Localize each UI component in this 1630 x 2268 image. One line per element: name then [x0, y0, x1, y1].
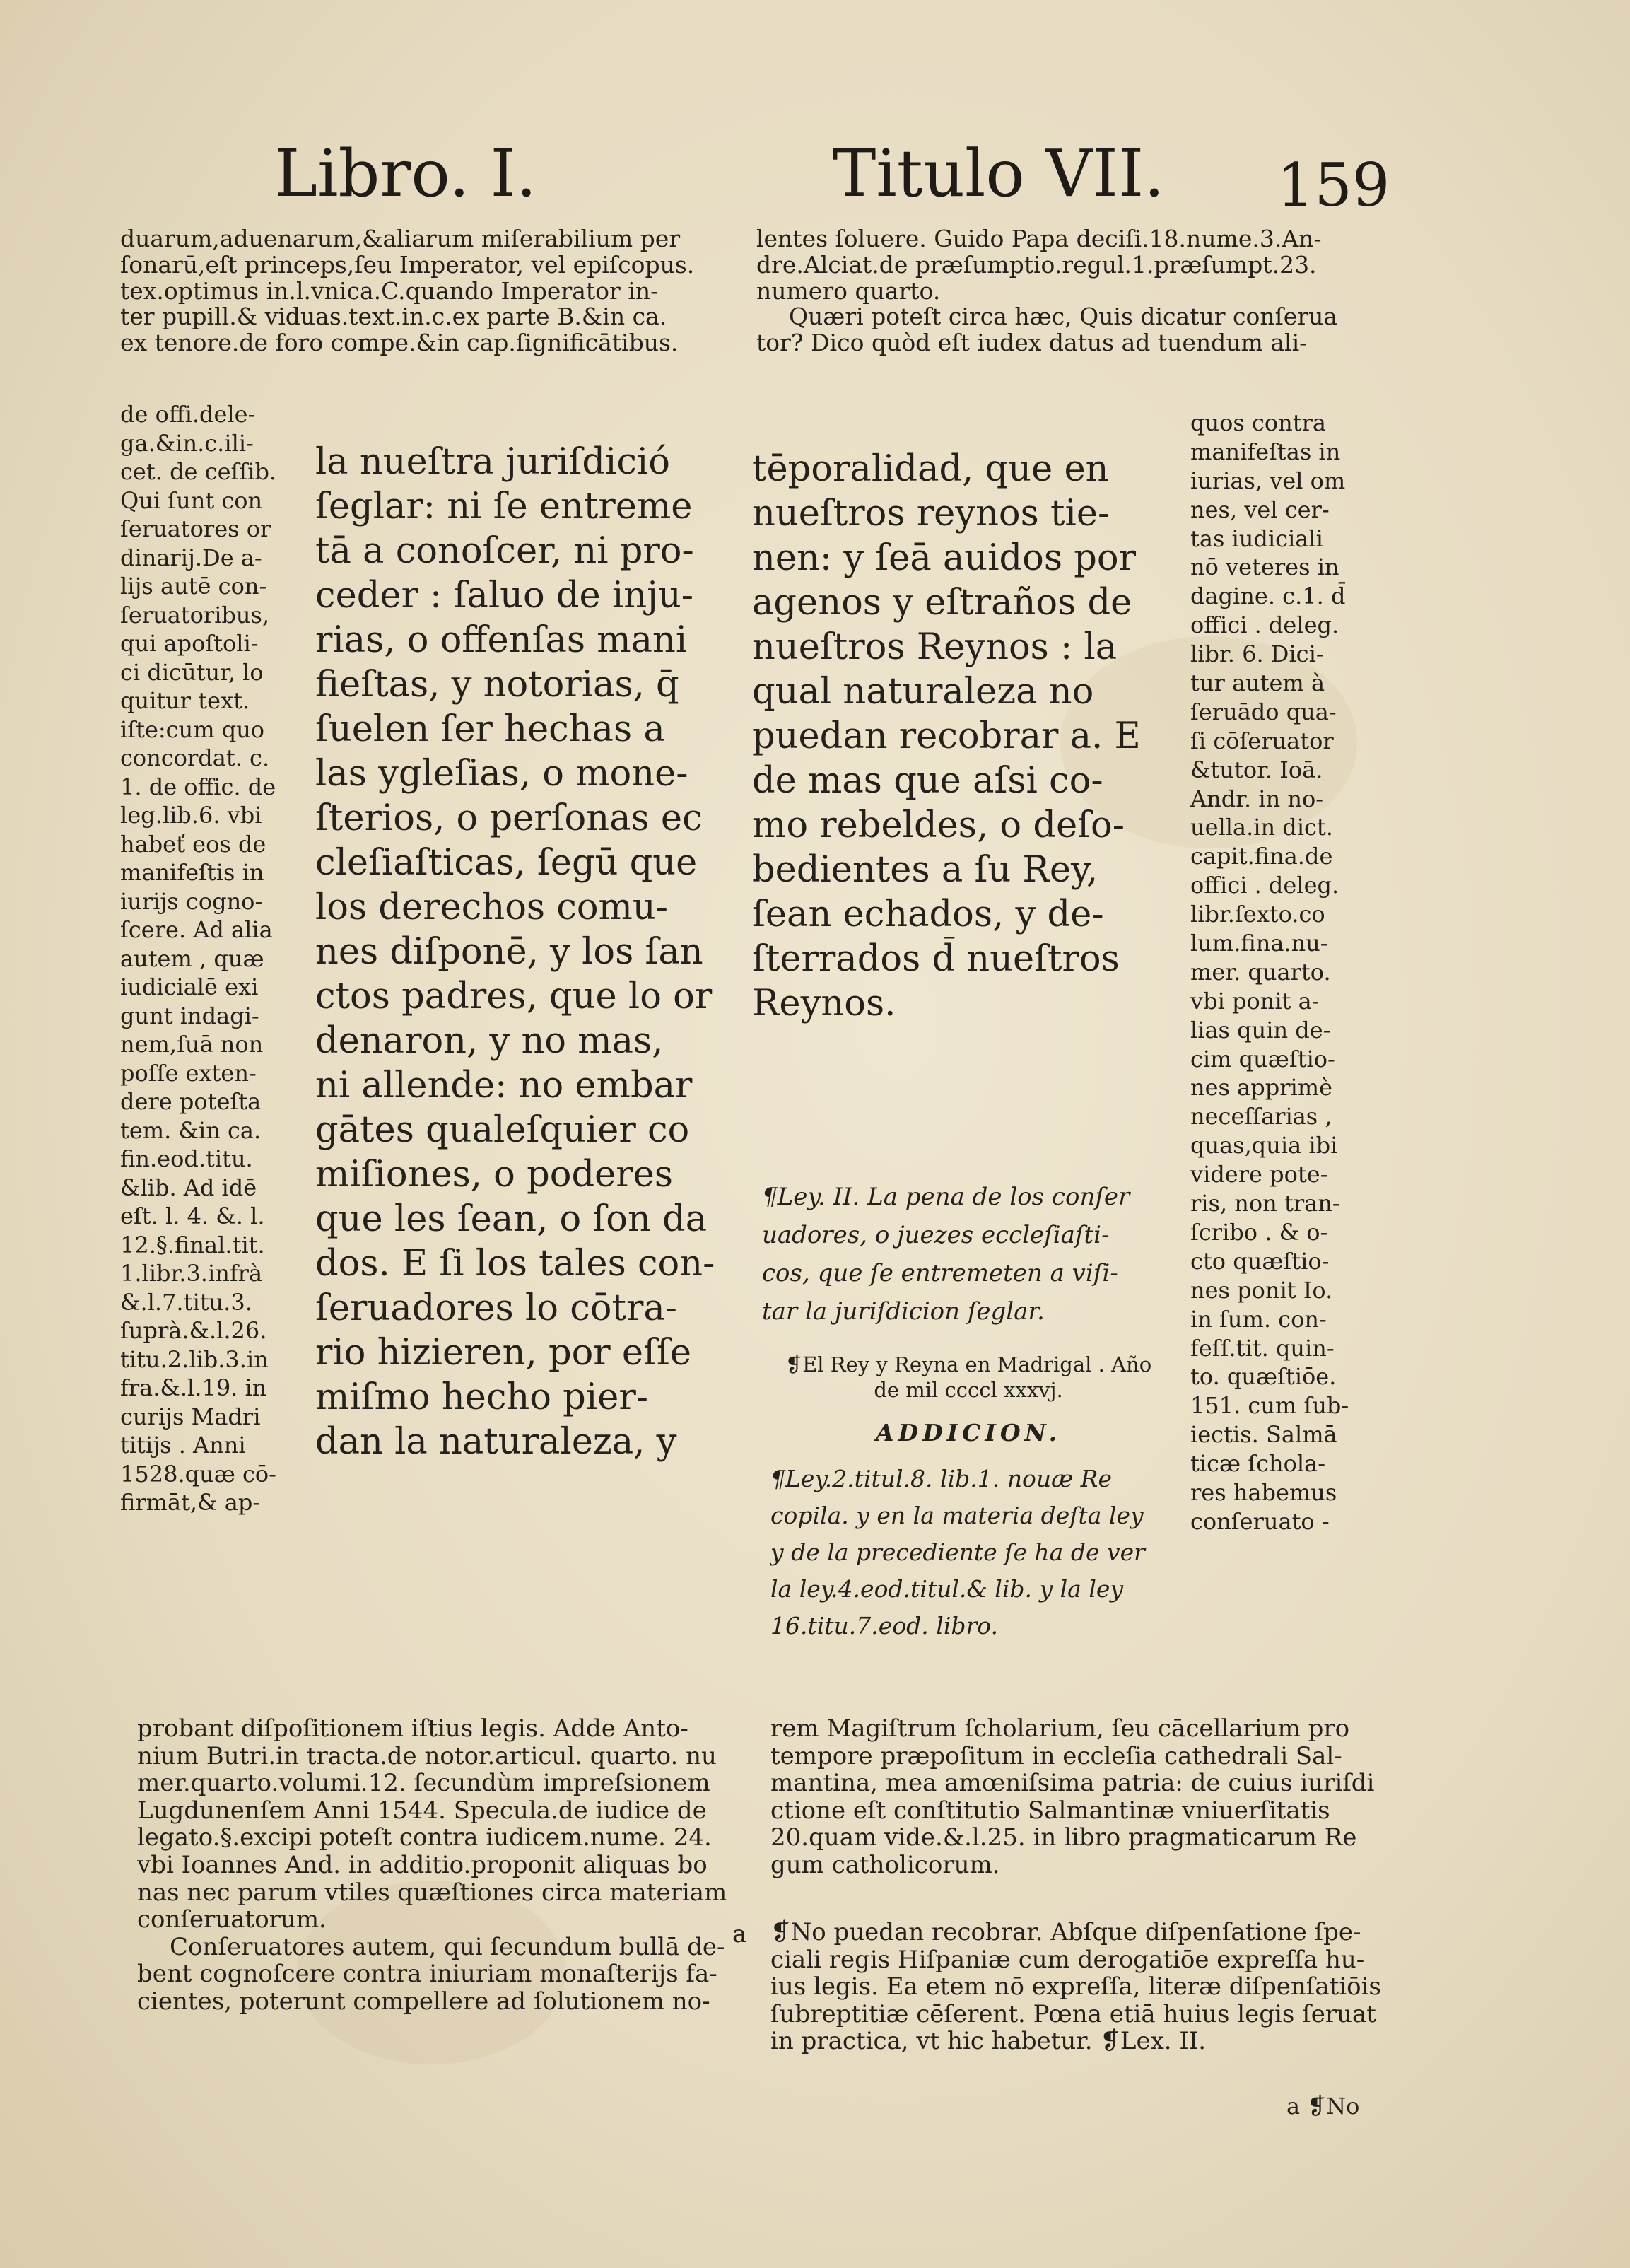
catchword: a ❡No	[1286, 2093, 1360, 2120]
gloss-line: iurijs cogno-	[120, 887, 263, 915]
text-line: tex.optimus in.l.vnica.C.quando Imperator in-	[120, 278, 659, 305]
text-line: Lugdunenſem Anni 1544. Specula.de iudice de	[137, 1796, 707, 1825]
law-line: nueſtros Reynos : la	[752, 626, 1118, 668]
gloss-line: concordat. c.	[120, 744, 270, 771]
gloss-line: qui apoſtoli-	[120, 630, 259, 657]
gloss-line: offici . deleg.	[1190, 872, 1339, 899]
text-line: 20.quam vide.&.l.25. in libro pragmaticarum Re	[770, 1824, 1357, 1852]
gloss-line: 1.libr.3.infrà	[120, 1260, 263, 1287]
gloss-line: videre pote-	[1190, 1161, 1328, 1188]
left-gloss-column	[120, 400, 297, 1517]
gloss-line: cim quæſtio-	[1190, 1045, 1335, 1072]
gloss-line: nes, vel cer-	[1190, 496, 1330, 523]
addicion-line: la ley.4.eod.titul.& lib. y la ley	[770, 1575, 1124, 1603]
law-line: ſterios, o perſonas ec	[315, 797, 703, 839]
gloss-line: ticæ ſchola-	[1190, 1450, 1326, 1478]
running-header-title: Titulo VII.	[833, 136, 1165, 211]
source-line: de mil ccccl xxxvj.	[874, 1378, 1063, 1402]
law-line: ſterrados d̄ nueſtros	[752, 938, 1120, 980]
text-line: tor? Dico quòd eſt iudex datus ad tuendum ali-	[756, 330, 1308, 356]
gloss-line: ſeruatores or	[120, 515, 271, 542]
gloss-line: lum.fina.nu-	[1190, 930, 1328, 957]
gloss-line: titu.2.lib.3.in	[120, 1345, 269, 1373]
law-line: ceder : ſaluo de inju-	[315, 575, 694, 616]
gloss-line: conſeruato -	[1190, 1507, 1330, 1535]
text-line: legato.§.excipi poteſt contra iudicem.nume. 24.	[137, 1824, 712, 1852]
text-line: rem Magiſtrum ſcholarium, ſeu cācellarium pro	[770, 1715, 1350, 1743]
gloss-line: offici . deleg.	[1190, 612, 1339, 639]
law-line: dos. E ſi los tales con-	[315, 1243, 715, 1285]
text-line: nas nec parum vtiles quæſtiones circa materiam	[137, 1878, 727, 1907]
gloss-line: ſeruatoribus,	[120, 601, 270, 629]
addicion-line: y de la precediente ſe ha de ver	[770, 1538, 1145, 1566]
note-line: in practica, vt hic habetur. ❡Lex. II.	[770, 2028, 1207, 2055]
law-line: qual naturaleza no	[752, 671, 1094, 713]
gloss-line: cet. de ceſſib.	[120, 458, 277, 485]
gloss-line: manifeſtas in	[1190, 438, 1341, 465]
gloss-line: nō veteres in	[1190, 554, 1339, 581]
law-line: nes diſponē, y los ſan	[315, 931, 703, 973]
heading-line: cos, que ſe entremeten a viſi-	[762, 1259, 1118, 1287]
law-line: agenos y eſtraños de	[752, 582, 1132, 624]
note-line: ius legis. Ea etem nō expreſſa, literæ diſpenſatiōis	[770, 1973, 1381, 2001]
text-line: gum catholicorum.	[770, 1851, 1000, 1879]
gloss-line: 151. cum ſub-	[1190, 1392, 1349, 1420]
law-line: denaron, y no mas,	[315, 1020, 664, 1062]
gloss-line: ci dicūtur, lo	[120, 658, 264, 686]
law-line: rio hizieren, por eſſe	[315, 1332, 692, 1374]
gloss-line: leg.lib.6. vbi	[120, 802, 262, 829]
gloss-line: dere poteſta	[120, 1088, 262, 1115]
gloss-line: 12.§.final.tit.	[120, 1231, 265, 1258]
folio-number: 159	[1277, 151, 1390, 220]
text-line: ex tenore.de foro compe.&in cap.ſignificātibus.	[120, 330, 679, 356]
note-line: ciali regis Hiſpaniæ cum derogatiōe expreſſa hu-	[770, 1946, 1365, 1974]
law-line: rias, o offenſas mani	[315, 619, 688, 661]
law-line: puedan recobrar a. E	[752, 715, 1141, 757]
law-line: miſiones, o poderes	[315, 1154, 674, 1196]
gloss-line: ſuprà.&.l.26.	[120, 1317, 267, 1344]
gloss-line: neceſſarias ,	[1190, 1103, 1332, 1130]
gloss-line: in ſum. con-	[1190, 1305, 1327, 1333]
addicion-title: ADDICION.	[875, 1419, 1062, 1446]
text-line: vbi Ioannes And. in additio.proponit aliquas bo	[137, 1851, 708, 1879]
law-line: ſeglar: ni ſe entreme	[315, 486, 693, 527]
text-line: cientes, poterunt compellere ad ſolutionem no-	[137, 1987, 710, 2016]
law-line: nen: y ſeā auidos por	[752, 537, 1136, 579]
gloss-line: ga.&in.c.ili-	[120, 429, 254, 457]
text-line: conſeruatorum.	[137, 1906, 327, 1934]
addicion-line: 16.titu.7.eod. libro.	[770, 1612, 999, 1639]
law-line: ſean echados, y de-	[752, 894, 1104, 935]
gloss-line: lias quin de-	[1190, 1016, 1331, 1044]
law-line: que les ſean, o ſon da	[315, 1198, 708, 1240]
text-line: nium Butri.in tracta.de notor.articul. quarto. nu	[137, 1742, 717, 1770]
gloss-line: iurias, vel om	[1190, 467, 1346, 494]
source-line: ❡El Rey y Reyna en Madrigal . Año	[785, 1352, 1152, 1376]
bottom-right-commentary	[770, 1715, 1385, 1879]
gloss-line: tas iudiciali	[1190, 525, 1323, 552]
law-line: de mas que aſsi co-	[752, 760, 1103, 802]
law-line: tā a conoſcer, ni pro-	[315, 530, 694, 572]
law-line: dan la naturaleza, y	[315, 1421, 677, 1463]
gloss-line: Qui ſunt con	[120, 486, 263, 514]
gloss-line: iectis. Salmā	[1190, 1421, 1337, 1449]
text-line: dre.Alciat.de præſumptio.regul.1.præſumpt.23.	[756, 252, 1317, 279]
gloss-line: tem. &in ca.	[120, 1116, 262, 1144]
gloss-line: curijs Madri	[120, 1403, 261, 1430]
law-line: bedientes a ſu Rey,	[752, 849, 1098, 891]
gloss-line: to. quæſtiōe.	[1190, 1363, 1337, 1391]
gloss-line: libr. 6. Dici-	[1190, 641, 1324, 668]
heading-line: ¶Ley. II. La pena de los conſer	[762, 1183, 1130, 1211]
gloss-line: autem , quæ	[120, 945, 264, 972]
gloss-line: quas,quia ibi	[1190, 1132, 1338, 1159]
gloss-line: quitur text.	[120, 687, 250, 714]
gloss-line: poſſe exten-	[120, 1059, 257, 1087]
gloss-line: fin.eod.titu.	[120, 1145, 253, 1172]
law-line: los derechos comu-	[315, 887, 668, 928]
law-line: ctos padres, que lo or	[315, 976, 713, 1017]
text-line: bent cognoſcere contra iniuriam monaſterijs fa-	[137, 1960, 717, 1988]
gloss-line: ſeruādo qua-	[1190, 698, 1337, 725]
gloss-line: lijs autē con-	[120, 573, 267, 600]
gloss-line: habeť eos de	[120, 830, 266, 858]
law-line: miſmo hecho pier-	[315, 1376, 648, 1418]
law-text-column-1	[315, 440, 725, 1464]
gloss-line: quos contra	[1190, 409, 1326, 436]
law-line: ſeruadores lo cōtra-	[315, 1287, 677, 1329]
gloss-line: ſi cōſeruator	[1190, 727, 1334, 754]
text-line: ſonarū,eſt princeps,ſeu Imperator, vel epiſcopus.	[120, 252, 695, 279]
text-line: lentes ſoluere. Guido Papa deciſi.18.nume.3.An-	[756, 226, 1322, 252]
law-line: fieſtas, y notorias, q̄	[315, 664, 679, 706]
gloss-line: ſcere. Ad alia	[120, 916, 273, 943]
text-line: duarum,aduenarum,&aliarum miſerabilium per	[120, 226, 681, 252]
law-line: nueſtros reynos tie-	[752, 493, 1110, 534]
addicion-line: ¶Ley.2.titul.8. lib.1. nouæ Re	[770, 1465, 1112, 1492]
law-line: cleſiaſticas, ſegū que	[315, 842, 698, 884]
text-line: ter pupill.& viduas.text.in.c.ex parte B.&in ca.	[120, 304, 667, 331]
running-header-book: Libro. I.	[274, 136, 537, 211]
heading-line: tar la juriſdicion ſeglar.	[762, 1297, 1045, 1326]
note-line: ❡No puedan recobrar. Abſque diſpenſatione ſpe-	[770, 1919, 1361, 1946]
law-line: tēporalidad, que en	[752, 448, 1109, 490]
gloss-line: feſſ.tit. quin-	[1190, 1334, 1335, 1362]
law-line: Reynos.	[752, 983, 896, 1024]
gloss-line: cto quæſtio-	[1190, 1247, 1330, 1275]
heading-line: uadores, o juezes eccleſiaſti-	[762, 1221, 1110, 1249]
text-line: mer.quarto.volumi.12. ſecundùm impreſsionem	[137, 1770, 710, 1797]
gloss-line: libr.ſexto.co	[1190, 901, 1325, 928]
gloss-line: nes ponit Io.	[1190, 1276, 1333, 1304]
note-a-marker: a	[732, 1920, 747, 1948]
gloss-line: ris, non tran-	[1190, 1190, 1340, 1217]
gloss-line: res habemus	[1190, 1478, 1337, 1506]
gloss-line: mer. quarto.	[1190, 958, 1331, 986]
gloss-line: nem,ſuā non	[120, 1031, 264, 1058]
gloss-line: 1528.quæ cō-	[120, 1460, 276, 1487]
law-line: gātes qualeſquier co	[315, 1109, 690, 1151]
gloss-line: capit.fina.de	[1190, 843, 1333, 870]
right-gloss-column	[1190, 409, 1381, 1536]
gloss-line: &.l.7.titu.3.	[120, 1288, 252, 1316]
note-line: ſubreptitiæ cēſerent. Pœna etiā huius legis ſeruat	[770, 2000, 1376, 2028]
text-line: probant diſpoſitionem iſtius legis. Adde Anto-	[137, 1715, 688, 1743]
gloss-line: Andr. in no-	[1190, 785, 1324, 812]
gloss-line: tur autem à	[1190, 670, 1325, 697]
text-line: mantina, mea amœniſsima patria: de cuius iuriſdi	[770, 1770, 1375, 1797]
law-line: las ygleſias, o mone-	[315, 753, 688, 795]
gloss-line: eſt. l. 4. &. l.	[120, 1203, 265, 1229]
law-line: mo rebeldes, o deſo-	[752, 805, 1125, 846]
addicion-body	[770, 1461, 1180, 1644]
gloss-line: uella.in dict.	[1190, 814, 1333, 841]
text-line: tempore præpoſitum in eccleſia cathedrali Sal-	[770, 1742, 1342, 1770]
gloss-line: ſcribo . & o-	[1190, 1218, 1328, 1246]
law-line: la nueſtra juriſdició	[315, 441, 670, 483]
top-right-commentary	[756, 226, 1378, 356]
note-a-body	[770, 1919, 1385, 2055]
bottom-left-commentary	[137, 1715, 731, 2016]
text-line: numero quarto.	[756, 278, 941, 305]
text-line: Conſeruatores autem, qui ſecundum bullā de-	[170, 1933, 725, 1961]
ley-2-heading	[762, 1178, 1172, 1331]
gloss-line: 1. de offic. de	[120, 773, 276, 800]
top-left-commentary	[120, 226, 721, 356]
ley-2-source	[770, 1352, 1166, 1403]
gloss-line: iudicialē exi	[120, 974, 259, 1000]
gloss-line: &tutor. Ioā.	[1190, 756, 1323, 783]
text-line: Quæri poteſt circa hæc, Quis dicatur conſerua	[789, 304, 1338, 331]
law-line: ni allende: no embar	[315, 1065, 693, 1106]
gloss-line: vbi ponit a-	[1190, 987, 1320, 1015]
gloss-line: dinarij.De a-	[120, 544, 262, 571]
gloss-line: firmāt,& ap-	[120, 1489, 261, 1516]
text-line: ctione eſt conſtitutio Salmantinæ vniuerſitatis	[770, 1796, 1330, 1825]
law-line: ſuelen ſer hechas a	[315, 708, 665, 750]
gloss-line: dagine. c.1. d̄	[1190, 583, 1346, 610]
gloss-line: gunt indagi-	[120, 1002, 259, 1029]
gloss-line: de offi.dele-	[120, 401, 256, 428]
gloss-line: &lib. Ad idē	[120, 1174, 257, 1201]
law-text-column-2	[752, 447, 1162, 1026]
gloss-line: nes apprimè	[1190, 1074, 1332, 1101]
gloss-line: titijs . Anni	[120, 1432, 246, 1459]
gloss-line: manifeſtis in	[120, 859, 264, 886]
gloss-line: iſte:cum quo	[120, 715, 265, 743]
addicion-line: copila. y en la materia deſta ley	[770, 1502, 1144, 1529]
gloss-line: fra.&.l.19. in	[120, 1374, 267, 1401]
